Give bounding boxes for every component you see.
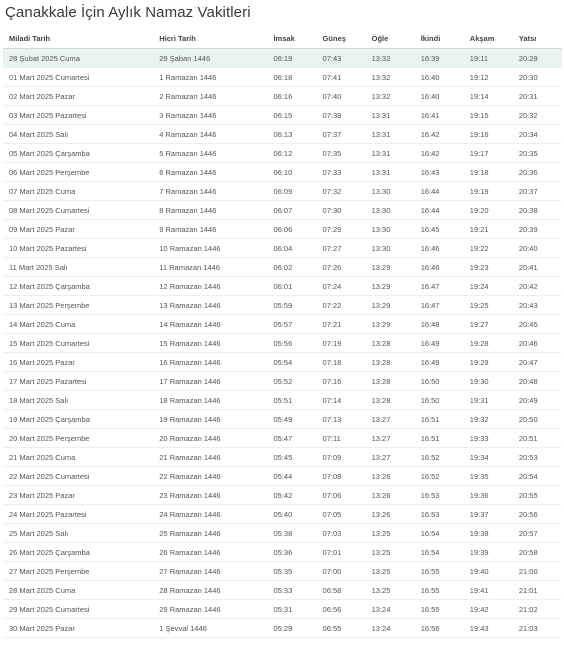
miladi-date-cell: 17 Mart 2025 Pazartesi [3, 372, 153, 391]
ikindi-time-cell: 16:51 [415, 429, 464, 448]
table-row [3, 562, 562, 581]
ogle-time-cell: 13:25 [366, 543, 415, 562]
miladi-date-cell: 23 Mart 2025 Pazar [3, 486, 153, 505]
ikindi-time-cell: 16:43 [415, 163, 464, 182]
yatsi-time-cell: 20:32 [513, 106, 562, 125]
imsak-time-cell: 05:36 [267, 543, 316, 562]
gunes-time-cell: 06:58 [317, 581, 366, 600]
imsak-time-cell: 05:29 [267, 619, 316, 638]
ogle-time-cell: 13:30 [366, 182, 415, 201]
table-row [3, 619, 562, 638]
ogle-time-cell: 13:28 [366, 353, 415, 372]
ogle-time-cell: 13:30 [366, 201, 415, 220]
table-row [3, 391, 562, 410]
gunes-time-cell: 07:35 [317, 144, 366, 163]
ogle-time-cell: 13:31 [366, 106, 415, 125]
hicri-date-cell: 20 Ramazan 1446 [153, 429, 267, 448]
ogle-time-cell: 13:29 [366, 296, 415, 315]
imsak-time-cell: 06:07 [267, 201, 316, 220]
ikindi-time-cell: 16:47 [415, 296, 464, 315]
column-header-hicri: Hicri Tarih [153, 28, 267, 49]
aksam-time-cell: 19:41 [464, 581, 513, 600]
table-row [3, 543, 562, 562]
ikindi-time-cell: 16:49 [415, 353, 464, 372]
hicri-date-cell: 29 Şaban 1446 [153, 49, 267, 68]
yatsi-time-cell: 21:03 [513, 619, 562, 638]
aksam-time-cell: 19:33 [464, 429, 513, 448]
table-row [3, 182, 562, 201]
ogle-time-cell: 13:28 [366, 372, 415, 391]
column-header-aksam: Akşam [464, 28, 513, 49]
imsak-time-cell: 06:04 [267, 239, 316, 258]
gunes-time-cell: 07:00 [317, 562, 366, 581]
gunes-time-cell: 07:41 [317, 68, 366, 87]
gunes-time-cell: 07:32 [317, 182, 366, 201]
gunes-time-cell: 07:01 [317, 543, 366, 562]
gunes-time-cell: 07:03 [317, 524, 366, 543]
gunes-time-cell: 07:22 [317, 296, 366, 315]
gunes-time-cell: 07:37 [317, 125, 366, 144]
table-row [3, 144, 562, 163]
miladi-date-cell: 01 Mart 2025 Cumartesi [3, 68, 153, 87]
hicri-date-cell: 2 Ramazan 1446 [153, 87, 267, 106]
table-row [3, 258, 562, 277]
miladi-date-cell: 09 Mart 2025 Pazar [3, 220, 153, 239]
hicri-date-cell: 6 Ramazan 1446 [153, 163, 267, 182]
hicri-date-cell: 18 Ramazan 1446 [153, 391, 267, 410]
ogle-time-cell: 13:26 [366, 486, 415, 505]
gunes-time-cell: 07:43 [317, 49, 366, 68]
aksam-time-cell: 19:25 [464, 296, 513, 315]
hicri-date-cell: 28 Ramazan 1446 [153, 581, 267, 600]
ikindi-time-cell: 16:55 [415, 600, 464, 619]
aksam-time-cell: 19:39 [464, 543, 513, 562]
gunes-time-cell: 07:27 [317, 239, 366, 258]
hicri-date-cell: 3 Ramazan 1446 [153, 106, 267, 125]
table-row [3, 87, 562, 106]
miladi-date-cell: 25 Mart 2025 Salı [3, 524, 153, 543]
table-header-row [3, 28, 562, 49]
ogle-time-cell: 13:27 [366, 429, 415, 448]
ogle-time-cell: 13:29 [366, 258, 415, 277]
imsak-time-cell: 05:56 [267, 334, 316, 353]
gunes-time-cell: 07:14 [317, 391, 366, 410]
miladi-date-cell: 20 Mart 2025 Perşembe [3, 429, 153, 448]
miladi-date-cell: 29 Mart 2025 Cumartesi [3, 600, 153, 619]
ogle-time-cell: 13:24 [366, 600, 415, 619]
ogle-time-cell: 13:25 [366, 524, 415, 543]
aksam-time-cell: 19:23 [464, 258, 513, 277]
table-row [3, 600, 562, 619]
hicri-date-cell: 19 Ramazan 1446 [153, 410, 267, 429]
gunes-time-cell: 07:30 [317, 201, 366, 220]
gunes-time-cell: 07:16 [317, 372, 366, 391]
aksam-time-cell: 19:40 [464, 562, 513, 581]
aksam-time-cell: 19:11 [464, 49, 513, 68]
prayer-times-table [3, 28, 562, 638]
table-row [3, 505, 562, 524]
gunes-time-cell: 07:08 [317, 467, 366, 486]
aksam-time-cell: 19:20 [464, 201, 513, 220]
table-row [3, 429, 562, 448]
hicri-date-cell: 9 Ramazan 1446 [153, 220, 267, 239]
aksam-time-cell: 19:24 [464, 277, 513, 296]
aksam-time-cell: 19:38 [464, 524, 513, 543]
yatsi-time-cell: 20:43 [513, 296, 562, 315]
imsak-time-cell: 06:12 [267, 144, 316, 163]
gunes-time-cell: 07:06 [317, 486, 366, 505]
ikindi-time-cell: 16:55 [415, 581, 464, 600]
gunes-time-cell: 06:56 [317, 600, 366, 619]
ogle-time-cell: 13:24 [366, 619, 415, 638]
yatsi-time-cell: 20:38 [513, 201, 562, 220]
hicri-date-cell: 1 Şevval 1446 [153, 619, 267, 638]
aksam-time-cell: 19:16 [464, 125, 513, 144]
ogle-time-cell: 13:26 [366, 467, 415, 486]
ogle-time-cell: 13:30 [366, 239, 415, 258]
hicri-date-cell: 11 Ramazan 1446 [153, 258, 267, 277]
yatsi-time-cell: 20:39 [513, 220, 562, 239]
yatsi-time-cell: 20:55 [513, 486, 562, 505]
yatsi-time-cell: 20:31 [513, 87, 562, 106]
table-row [3, 581, 562, 600]
gunes-time-cell: 07:09 [317, 448, 366, 467]
table-row [3, 448, 562, 467]
ogle-time-cell: 13:29 [366, 277, 415, 296]
ogle-time-cell: 13:26 [366, 505, 415, 524]
imsak-time-cell: 06:13 [267, 125, 316, 144]
table-row [3, 467, 562, 486]
table-row [3, 524, 562, 543]
table-row [3, 315, 562, 334]
miladi-date-cell: 26 Mart 2025 Çarşamba [3, 543, 153, 562]
yatsi-time-cell: 20:57 [513, 524, 562, 543]
ogle-time-cell: 13:32 [366, 87, 415, 106]
hicri-date-cell: 13 Ramazan 1446 [153, 296, 267, 315]
hicri-date-cell: 5 Ramazan 1446 [153, 144, 267, 163]
table-row [3, 163, 562, 182]
miladi-date-cell: 13 Mart 2025 Perşembe [3, 296, 153, 315]
imsak-time-cell: 06:19 [267, 49, 316, 68]
aksam-time-cell: 19:31 [464, 391, 513, 410]
yatsi-time-cell: 20:48 [513, 372, 562, 391]
table-row [3, 372, 562, 391]
ikindi-time-cell: 16:44 [415, 201, 464, 220]
imsak-time-cell: 05:54 [267, 353, 316, 372]
miladi-date-cell: 27 Mart 2025 Perşembe [3, 562, 153, 581]
aksam-time-cell: 19:36 [464, 486, 513, 505]
hicri-date-cell: 29 Ramazan 1446 [153, 600, 267, 619]
imsak-time-cell: 05:33 [267, 581, 316, 600]
hicri-date-cell: 12 Ramazan 1446 [153, 277, 267, 296]
imsak-time-cell: 05:35 [267, 562, 316, 581]
ogle-time-cell: 13:27 [366, 448, 415, 467]
miladi-date-cell: 16 Mart 2025 Pazar [3, 353, 153, 372]
ikindi-time-cell: 16:54 [415, 543, 464, 562]
gunes-time-cell: 07:21 [317, 315, 366, 334]
gunes-time-cell: 07:33 [317, 163, 366, 182]
aksam-time-cell: 19:22 [464, 239, 513, 258]
yatsi-time-cell: 20:29 [513, 49, 562, 68]
miladi-date-cell: 02 Mart 2025 Pazar [3, 87, 153, 106]
table-row [3, 68, 562, 87]
yatsi-time-cell: 20:46 [513, 334, 562, 353]
hicri-date-cell: 27 Ramazan 1446 [153, 562, 267, 581]
imsak-time-cell: 05:45 [267, 448, 316, 467]
yatsi-time-cell: 20:50 [513, 410, 562, 429]
ogle-time-cell: 13:31 [366, 163, 415, 182]
table-row [3, 296, 562, 315]
ikindi-time-cell: 16:52 [415, 448, 464, 467]
aksam-time-cell: 19:32 [464, 410, 513, 429]
miladi-date-cell: 18 Mart 2025 Salı [3, 391, 153, 410]
imsak-time-cell: 06:06 [267, 220, 316, 239]
aksam-time-cell: 19:27 [464, 315, 513, 334]
gunes-time-cell: 07:05 [317, 505, 366, 524]
hicri-date-cell: 1 Ramazan 1446 [153, 68, 267, 87]
yatsi-time-cell: 20:49 [513, 391, 562, 410]
table-row [3, 486, 562, 505]
miladi-date-cell: 21 Mart 2025 Cuma [3, 448, 153, 467]
gunes-time-cell: 07:18 [317, 353, 366, 372]
yatsi-time-cell: 20:36 [513, 163, 562, 182]
yatsi-time-cell: 20:30 [513, 68, 562, 87]
imsak-time-cell: 05:44 [267, 467, 316, 486]
yatsi-time-cell: 20:53 [513, 448, 562, 467]
imsak-time-cell: 05:42 [267, 486, 316, 505]
yatsi-time-cell: 20:40 [513, 239, 562, 258]
table-row [3, 410, 562, 429]
column-header-imsak: İmsak [267, 28, 316, 49]
aksam-time-cell: 19:30 [464, 372, 513, 391]
table-row [3, 334, 562, 353]
ikindi-time-cell: 16:47 [415, 277, 464, 296]
yatsi-time-cell: 20:58 [513, 543, 562, 562]
ikindi-time-cell: 16:44 [415, 182, 464, 201]
ogle-time-cell: 13:27 [366, 410, 415, 429]
hicri-date-cell: 4 Ramazan 1446 [153, 125, 267, 144]
ogle-time-cell: 13:31 [366, 144, 415, 163]
hicri-date-cell: 22 Ramazan 1446 [153, 467, 267, 486]
ikindi-time-cell: 16:52 [415, 467, 464, 486]
imsak-time-cell: 06:10 [267, 163, 316, 182]
aksam-time-cell: 19:18 [464, 163, 513, 182]
table-row [3, 125, 562, 144]
ogle-time-cell: 13:29 [366, 315, 415, 334]
aksam-time-cell: 19:17 [464, 144, 513, 163]
table-row [3, 201, 562, 220]
yatsi-time-cell: 21:02 [513, 600, 562, 619]
gunes-time-cell: 07:13 [317, 410, 366, 429]
ogle-time-cell: 13:28 [366, 391, 415, 410]
hicri-date-cell: 10 Ramazan 1446 [153, 239, 267, 258]
hicri-date-cell: 17 Ramazan 1446 [153, 372, 267, 391]
table-row [3, 239, 562, 258]
hicri-date-cell: 21 Ramazan 1446 [153, 448, 267, 467]
miladi-date-cell: 06 Mart 2025 Perşembe [3, 163, 153, 182]
ikindi-time-cell: 16:46 [415, 239, 464, 258]
yatsi-time-cell: 21:00 [513, 562, 562, 581]
column-header-ikindi: İkindi [415, 28, 464, 49]
aksam-time-cell: 19:29 [464, 353, 513, 372]
gunes-time-cell: 06:55 [317, 619, 366, 638]
imsak-time-cell: 05:57 [267, 315, 316, 334]
miladi-date-cell: 04 Mart 2025 Salı [3, 125, 153, 144]
ikindi-time-cell: 16:54 [415, 524, 464, 543]
hicri-date-cell: 8 Ramazan 1446 [153, 201, 267, 220]
gunes-time-cell: 07:29 [317, 220, 366, 239]
yatsi-time-cell: 20:47 [513, 353, 562, 372]
table-row [3, 49, 562, 68]
imsak-time-cell: 05:38 [267, 524, 316, 543]
gunes-time-cell: 07:38 [317, 106, 366, 125]
gunes-time-cell: 07:26 [317, 258, 366, 277]
miladi-date-cell: 07 Mart 2025 Cuma [3, 182, 153, 201]
miladi-date-cell: 11 Mart 2025 Salı [3, 258, 153, 277]
ikindi-time-cell: 16:48 [415, 315, 464, 334]
aksam-time-cell: 19:35 [464, 467, 513, 486]
aksam-time-cell: 19:42 [464, 600, 513, 619]
imsak-time-cell: 05:49 [267, 410, 316, 429]
imsak-time-cell: 05:40 [267, 505, 316, 524]
gunes-time-cell: 07:24 [317, 277, 366, 296]
ikindi-time-cell: 16:53 [415, 486, 464, 505]
column-header-miladi: Miladi Tarih [3, 28, 153, 49]
imsak-time-cell: 06:15 [267, 106, 316, 125]
aksam-time-cell: 19:34 [464, 448, 513, 467]
imsak-time-cell: 06:16 [267, 87, 316, 106]
table-row [3, 106, 562, 125]
ogle-time-cell: 13:32 [366, 68, 415, 87]
yatsi-time-cell: 20:34 [513, 125, 562, 144]
ikindi-time-cell: 16:42 [415, 144, 464, 163]
ogle-time-cell: 13:31 [366, 125, 415, 144]
aksam-time-cell: 19:21 [464, 220, 513, 239]
hicri-date-cell: 14 Ramazan 1446 [153, 315, 267, 334]
column-header-yatsi: Yatsı [513, 28, 562, 49]
miladi-date-cell: 03 Mart 2025 Pazartesi [3, 106, 153, 125]
table-row [3, 220, 562, 239]
miladi-date-cell: 30 Mart 2025 Pazar [3, 619, 153, 638]
ikindi-time-cell: 16:45 [415, 220, 464, 239]
imsak-time-cell: 05:31 [267, 600, 316, 619]
ogle-time-cell: 13:25 [366, 562, 415, 581]
ikindi-time-cell: 16:55 [415, 562, 464, 581]
ikindi-time-cell: 16:50 [415, 391, 464, 410]
ikindi-time-cell: 16:41 [415, 106, 464, 125]
ikindi-time-cell: 16:49 [415, 334, 464, 353]
imsak-time-cell: 06:01 [267, 277, 316, 296]
yatsi-time-cell: 20:45 [513, 315, 562, 334]
ikindi-time-cell: 16:53 [415, 505, 464, 524]
miladi-date-cell: 28 Mart 2025 Cuma [3, 581, 153, 600]
hicri-date-cell: 26 Ramazan 1446 [153, 543, 267, 562]
miladi-date-cell: 10 Mart 2025 Pazartesi [3, 239, 153, 258]
yatsi-time-cell: 20:42 [513, 277, 562, 296]
aksam-time-cell: 19:15 [464, 106, 513, 125]
aksam-time-cell: 19:37 [464, 505, 513, 524]
gunes-time-cell: 07:19 [317, 334, 366, 353]
hicri-date-cell: 15 Ramazan 1446 [153, 334, 267, 353]
hicri-date-cell: 25 Ramazan 1446 [153, 524, 267, 543]
miladi-date-cell: 24 Mart 2025 Pazartesi [3, 505, 153, 524]
ikindi-time-cell: 16:42 [415, 125, 464, 144]
imsak-time-cell: 06:18 [267, 68, 316, 87]
ikindi-time-cell: 16:50 [415, 372, 464, 391]
gunes-time-cell: 07:11 [317, 429, 366, 448]
yatsi-time-cell: 20:51 [513, 429, 562, 448]
miladi-date-cell: 22 Mart 2025 Cumartesi [3, 467, 153, 486]
imsak-time-cell: 05:51 [267, 391, 316, 410]
yatsi-time-cell: 21:01 [513, 581, 562, 600]
yatsi-time-cell: 20:41 [513, 258, 562, 277]
aksam-time-cell: 19:28 [464, 334, 513, 353]
ikindi-time-cell: 16:51 [415, 410, 464, 429]
hicri-date-cell: 23 Ramazan 1446 [153, 486, 267, 505]
miladi-date-cell: 12 Mart 2025 Çarşamba [3, 277, 153, 296]
imsak-time-cell: 05:52 [267, 372, 316, 391]
miladi-date-cell: 14 Mart 2025 Cuma [3, 315, 153, 334]
hicri-date-cell: 16 Ramazan 1446 [153, 353, 267, 372]
miladi-date-cell: 15 Mart 2025 Cumartesi [3, 334, 153, 353]
ikindi-time-cell: 16:39 [415, 49, 464, 68]
miladi-date-cell: 28 Şubat 2025 Cuma [3, 49, 153, 68]
ikindi-time-cell: 16:46 [415, 258, 464, 277]
aksam-time-cell: 19:43 [464, 619, 513, 638]
imsak-time-cell: 05:59 [267, 296, 316, 315]
ikindi-time-cell: 16:56 [415, 619, 464, 638]
table-row [3, 277, 562, 296]
aksam-time-cell: 19:19 [464, 182, 513, 201]
yatsi-time-cell: 20:54 [513, 467, 562, 486]
page-title: Çanakkale İçin Aylık Namaz Vakitleri [5, 4, 251, 21]
imsak-time-cell: 06:09 [267, 182, 316, 201]
aksam-time-cell: 19:14 [464, 87, 513, 106]
table-row [3, 353, 562, 372]
yatsi-time-cell: 20:37 [513, 182, 562, 201]
miladi-date-cell: 05 Mart 2025 Çarşamba [3, 144, 153, 163]
ogle-time-cell: 13:28 [366, 334, 415, 353]
ikindi-time-cell: 16:40 [415, 68, 464, 87]
aksam-time-cell: 19:12 [464, 68, 513, 87]
imsak-time-cell: 06:02 [267, 258, 316, 277]
miladi-date-cell: 08 Mart 2025 Cumartesi [3, 201, 153, 220]
yatsi-time-cell: 20:56 [513, 505, 562, 524]
column-header-gunes: Güneş [317, 28, 366, 49]
imsak-time-cell: 05:47 [267, 429, 316, 448]
gunes-time-cell: 07:40 [317, 87, 366, 106]
ikindi-time-cell: 16:40 [415, 87, 464, 106]
miladi-date-cell: 19 Mart 2025 Çarşamba [3, 410, 153, 429]
column-header-ogle: Öğle [366, 28, 415, 49]
table-body [3, 49, 562, 638]
hicri-date-cell: 7 Ramazan 1446 [153, 182, 267, 201]
yatsi-time-cell: 20:35 [513, 144, 562, 163]
ogle-time-cell: 13:30 [366, 220, 415, 239]
ogle-time-cell: 13:32 [366, 49, 415, 68]
hicri-date-cell: 24 Ramazan 1446 [153, 505, 267, 524]
ogle-time-cell: 13:25 [366, 581, 415, 600]
